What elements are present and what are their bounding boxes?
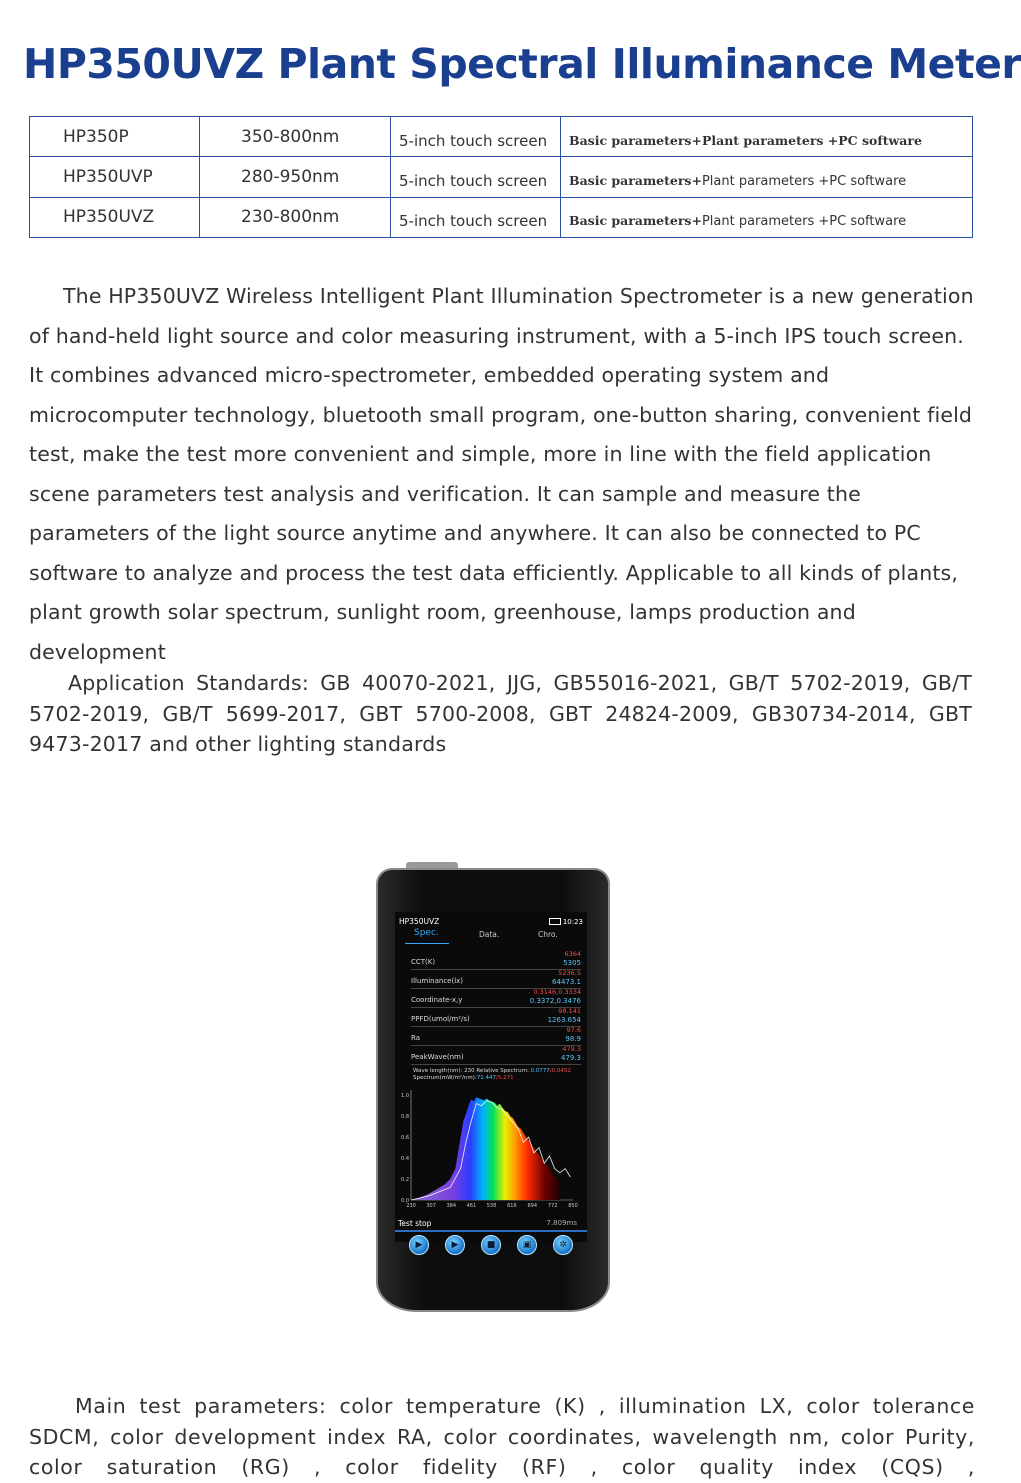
spectrum-info bbox=[413, 1076, 514, 1082]
row-label: Coordinate-x,y bbox=[411, 996, 463, 1004]
row-label: Ra bbox=[411, 1034, 420, 1042]
intro-text: The HP350UVZ Wireless Intelligent Plant Illumination Spectrometer is a new generation of hand-held light source and color measuring instrument, with a 5-inch IPS touch screen. It combines advanced micro-spectrometer, embedded operating system and microcomputer technology, bluetooth small program, one-button sharing, convenient field test, make the test more convenient and simple, more in line with the field application scene parameters test analysis and verification. It can sample and measure the parameters of the light source anytime and anywhere. It can also be connected to PC software to analyze and process the test data efficiently. Applicable to all kinds of plants, plant growth solar spectrum, sunlight room, greenhouse, lamps production and development bbox=[29, 284, 974, 664]
save-icon[interactable]: ▣ bbox=[517, 1235, 537, 1255]
settings-icon[interactable]: ✲ bbox=[553, 1235, 573, 1255]
row-label: PPFD(umol/m²/s) bbox=[411, 1015, 470, 1023]
table-row bbox=[30, 117, 973, 157]
screen-row-cct bbox=[411, 950, 581, 970]
screen-clock bbox=[549, 918, 583, 926]
play-icon[interactable]: ▶ bbox=[409, 1235, 429, 1255]
range-cell: 350-800nm bbox=[200, 117, 391, 157]
row-label: CCT(K) bbox=[411, 958, 436, 966]
device-screen bbox=[395, 912, 587, 1250]
y-tick-label: 0.2 bbox=[401, 1177, 409, 1184]
features-cell bbox=[561, 157, 973, 197]
range-cell: 230-800nm bbox=[200, 197, 391, 237]
row-value-ref: 0.3146,0.3334 bbox=[533, 988, 581, 996]
row-value-ref: 98.141 bbox=[558, 1007, 581, 1015]
x-tick-label: 616 bbox=[507, 1203, 517, 1209]
step-play-icon[interactable]: ▶ bbox=[445, 1235, 465, 1255]
parameters-text: Main test parameters: color temperature (K) , illumination LX, color tolerance SDCM, color development index RA, color coordinates, wavelength nm, color Purity, color saturation (RG) , color fidelity (RF) , color quality index (CQS) , bbox=[29, 1394, 975, 1479]
screen-cell: 5-inch touch screen bbox=[391, 197, 561, 237]
features-cell bbox=[561, 117, 973, 157]
status-divider bbox=[395, 1230, 587, 1232]
page-title: HP350UVZ Plant Spectral Illuminance Meter bbox=[23, 40, 1021, 88]
screen-row-illuminance bbox=[411, 969, 581, 989]
stop-icon[interactable]: ■ bbox=[481, 1235, 501, 1255]
intro-paragraph bbox=[29, 277, 974, 672]
y-tick-label: 0.0 bbox=[401, 1198, 409, 1204]
row-value-ref: 479.3 bbox=[562, 1045, 581, 1053]
row-value: 64473.1 bbox=[552, 978, 581, 986]
device-image bbox=[376, 858, 608, 1310]
features-normal: Plant parameters +PC software bbox=[701, 173, 907, 189]
screen-row-coordinate bbox=[411, 988, 581, 1008]
x-tick-label: 694 bbox=[527, 1203, 538, 1209]
model-cell: HP350P bbox=[30, 117, 200, 157]
screen-row-ra bbox=[411, 1026, 581, 1046]
info-wavelength: Wave length(nm): 230 bbox=[413, 1068, 475, 1074]
screen-cell: 5-inch touch screen bbox=[391, 117, 561, 157]
screen-cell: 5-inch touch screen bbox=[391, 157, 561, 197]
tab-data: Data. bbox=[479, 930, 500, 939]
x-tick-label: 850 bbox=[568, 1203, 578, 1209]
model-table bbox=[29, 116, 973, 238]
test-status: Test stop bbox=[398, 1219, 432, 1228]
row-value: 5305 bbox=[563, 959, 581, 967]
table-row bbox=[30, 157, 973, 197]
model-cell: HP350UVZ bbox=[30, 197, 200, 237]
tab-spec: Spec. bbox=[414, 928, 439, 938]
x-tick-label: 538 bbox=[486, 1203, 497, 1209]
features-bold: Basic parameters+ bbox=[569, 172, 702, 188]
info-relative-value: 0.0777 bbox=[530, 1068, 550, 1074]
row-label: PeakWave(nm) bbox=[411, 1053, 464, 1061]
elapsed-time: 7.809ms bbox=[546, 1219, 577, 1227]
x-tick-label: 461 bbox=[466, 1203, 477, 1209]
x-tick-label: 230 bbox=[406, 1203, 416, 1209]
standards-text: Application Standards: GB 40070-2021, JJG, GB55016-2021, GB/T 5702-2019, GB/T 5702-2019, GB/T 5699-2017, GBT 5700-2008, GBT 24824-2009, GB30734-2014, GBT 9473-2017 and other lighting standards bbox=[29, 671, 972, 756]
info-relative-label: Relative Spectrum: bbox=[476, 1068, 529, 1074]
info-spectrum-value: 71.447 bbox=[476, 1075, 496, 1081]
screen-time: 10:23 bbox=[562, 918, 583, 926]
row-value: 98.9 bbox=[565, 1035, 581, 1043]
features-cell bbox=[561, 197, 973, 237]
spectrum-chart bbox=[395, 1082, 587, 1222]
x-tick-label: 307 bbox=[426, 1203, 436, 1209]
row-value-ref: 5236.5 bbox=[558, 969, 581, 977]
x-tick-label: 384 bbox=[446, 1203, 457, 1209]
screen-model: HP350UVZ bbox=[399, 917, 440, 926]
row-value-ref: 97.6 bbox=[566, 1026, 581, 1034]
row-value: 479.3 bbox=[560, 1054, 581, 1062]
y-tick-label: 0.6 bbox=[401, 1135, 409, 1142]
standards-paragraph bbox=[29, 668, 972, 760]
features-bold: Basic parameters+ bbox=[569, 213, 702, 229]
y-tick-label: 1.0 bbox=[401, 1093, 409, 1100]
row-value: 0.3372,0.3476 bbox=[529, 997, 581, 1005]
features-normal: Plant parameters +PC software bbox=[701, 214, 907, 230]
row-value: 1263.654 bbox=[547, 1016, 581, 1024]
parameters-paragraph bbox=[29, 1391, 975, 1483]
x-tick-label: 772 bbox=[547, 1203, 558, 1209]
battery-icon bbox=[549, 918, 561, 925]
wavelength-info bbox=[413, 1069, 571, 1075]
range-cell: 280-950nm bbox=[200, 157, 391, 197]
y-tick-label: 0.4 bbox=[401, 1156, 409, 1163]
active-tab-underline bbox=[405, 943, 449, 944]
tab-chro: Chro. bbox=[538, 930, 558, 939]
table-row bbox=[30, 197, 973, 237]
info-spectrum-ref: /5.271 bbox=[495, 1075, 514, 1081]
screen-row-ppfd bbox=[411, 1007, 581, 1027]
screen-row-peakwave bbox=[411, 1045, 581, 1065]
row-label: Illuminance(lx) bbox=[411, 977, 464, 985]
features-bold: Basic parameters+Plant parameters +PC software bbox=[569, 132, 922, 148]
info-spectrum-label: Spectrum(mW/m²/nm): bbox=[413, 1075, 477, 1081]
row-value-ref: 6364 bbox=[564, 950, 581, 958]
y-tick-label: 0.8 bbox=[401, 1114, 409, 1121]
info-relative-ref: /0.0452 bbox=[549, 1068, 571, 1074]
model-cell: HP350UVP bbox=[30, 157, 200, 197]
